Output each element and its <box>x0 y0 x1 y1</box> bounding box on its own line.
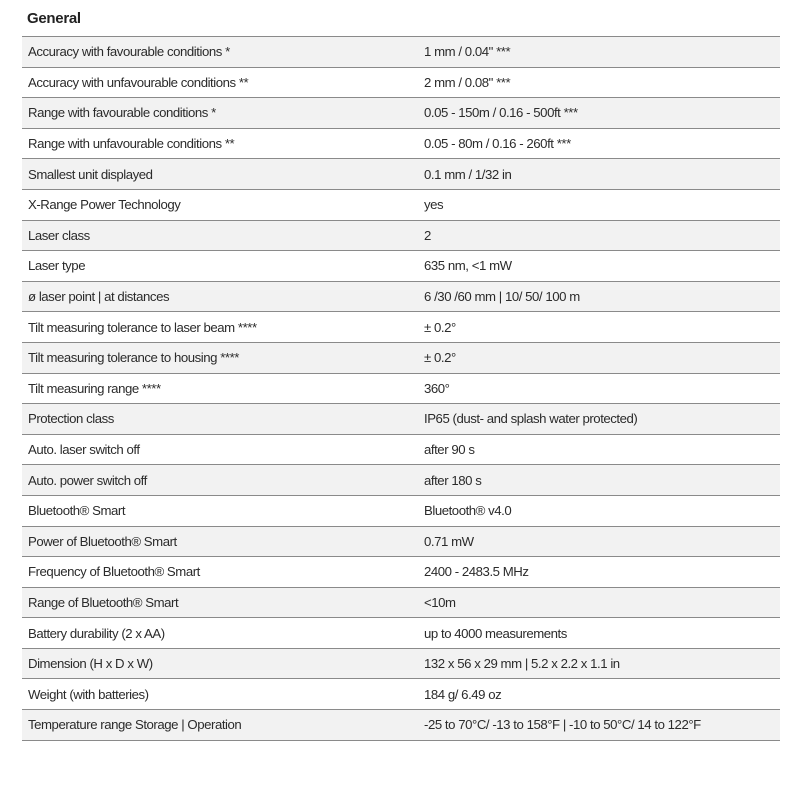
spec-label: Temperature range Storage | Operation <box>28 717 242 733</box>
spec-row <box>22 588 780 619</box>
spec-value: 2 <box>424 227 431 243</box>
spec-label: Range with favourable conditions * <box>28 105 216 121</box>
spec-value: Bluetooth® v4.0 <box>424 503 512 519</box>
spec-label: X-Range Power Technology <box>28 197 181 213</box>
spec-label: Tilt measuring tolerance to laser beam **** <box>28 319 257 335</box>
spec-row <box>22 159 780 190</box>
spec-row <box>22 710 780 741</box>
spec-value: up to 4000 measurements <box>424 625 567 641</box>
spec-row <box>22 312 780 343</box>
spec-value: <10m <box>424 594 456 610</box>
section-title: General <box>27 10 81 27</box>
spec-label: Tilt measuring tolerance to housing **** <box>28 350 239 366</box>
spec-label: Frequency of Bluetooth® Smart <box>28 564 200 580</box>
spec-value: ± 0.2° <box>424 319 456 335</box>
spec-value: 360° <box>424 380 450 396</box>
spec-label: Smallest unit displayed <box>28 166 153 182</box>
spec-row <box>22 618 780 649</box>
spec-label: Battery durability (2 x AA) <box>28 625 165 641</box>
spec-row <box>22 282 780 313</box>
spec-label: Laser type <box>28 258 86 274</box>
spec-value: 0.71 mW <box>424 533 474 549</box>
spec-value: after 90 s <box>424 442 475 458</box>
spec-label: Auto. laser switch off <box>28 442 140 458</box>
spec-label: ø laser point | at distances <box>28 289 170 305</box>
spec-label: Accuracy with unfavourable conditions ** <box>28 74 249 90</box>
spec-label: Power of Bluetooth® Smart <box>28 533 177 549</box>
spec-value: ± 0.2° <box>424 350 456 366</box>
spec-row <box>22 404 780 435</box>
spec-row <box>22 465 780 496</box>
spec-value: 184 g/ 6.49 oz <box>424 686 502 702</box>
spec-row <box>22 649 780 680</box>
spec-value: 1 mm / 0.04" *** <box>424 44 511 60</box>
spec-row <box>22 527 780 558</box>
spec-value: 0.1 mm / 1/32 in <box>424 166 512 182</box>
spec-row <box>22 679 780 710</box>
spec-label: Laser class <box>28 227 90 243</box>
spec-value: 635 nm, <1 mW <box>424 258 512 274</box>
spec-value: yes <box>424 197 444 213</box>
spec-label: Tilt measuring range **** <box>28 380 161 396</box>
spec-row <box>22 435 780 466</box>
spec-row <box>22 251 780 282</box>
spec-row <box>22 68 780 99</box>
spec-value: IP65 (dust- and splash water protected) <box>424 411 638 427</box>
spec-value: -25 to 70°C/ -13 to 158°F | -10 to 50°C/ 14 to 122°F <box>424 717 701 733</box>
spec-row <box>22 190 780 221</box>
spec-row <box>22 374 780 405</box>
spec-label: Accuracy with favourable conditions * <box>28 44 230 60</box>
spec-row <box>22 557 780 588</box>
spec-row <box>22 496 780 527</box>
spec-table <box>22 36 780 741</box>
spec-value: 6 /30 /60 mm | 10/ 50/ 100 m <box>424 289 580 305</box>
spec-label: Range with unfavourable conditions ** <box>28 136 235 152</box>
spec-label: Dimension (H x D x W) <box>28 656 153 672</box>
spec-value: 2400 - 2483.5 MHz <box>424 564 529 580</box>
spec-label: Bluetooth® Smart <box>28 503 126 519</box>
spec-label: Protection class <box>28 411 114 427</box>
spec-value: 132 x 56 x 29 mm | 5.2 x 2.2 x 1.1 in <box>424 656 620 672</box>
spec-value: 0.05 - 80m / 0.16 - 260ft *** <box>424 136 571 152</box>
spec-label: Range of Bluetooth® Smart <box>28 594 179 610</box>
spec-row <box>22 129 780 160</box>
spec-value: 2 mm / 0.08" *** <box>424 74 511 90</box>
spec-value: after 180 s <box>424 472 482 488</box>
spec-row <box>22 98 780 129</box>
spec-label: Weight (with batteries) <box>28 686 149 702</box>
spec-row <box>22 37 780 68</box>
spec-row <box>22 221 780 252</box>
spec-label: Auto. power switch off <box>28 472 147 488</box>
spec-row <box>22 343 780 374</box>
spec-value: 0.05 - 150m / 0.16 - 500ft *** <box>424 105 578 121</box>
